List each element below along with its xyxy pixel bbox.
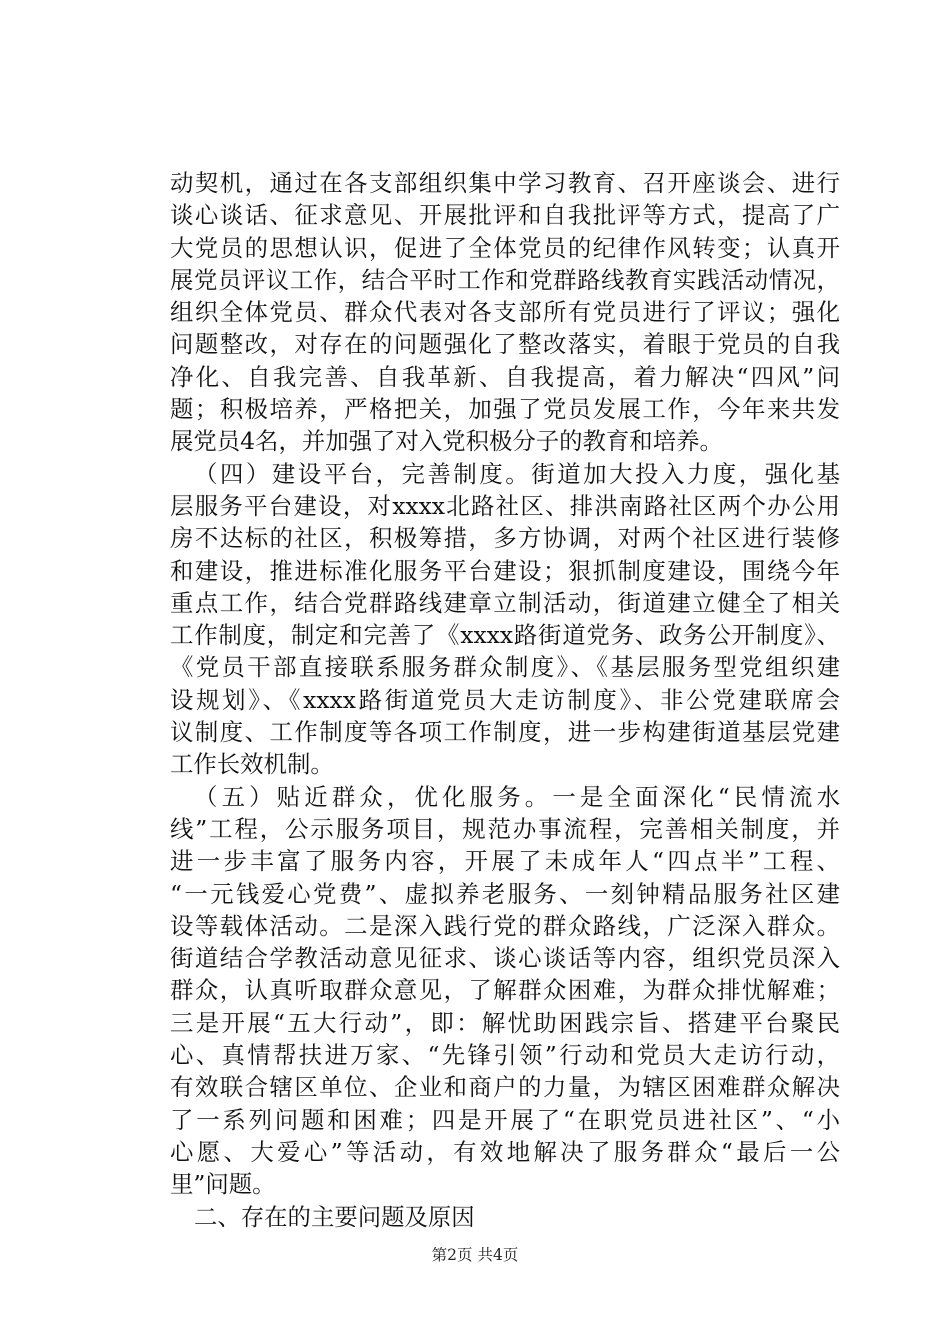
- text-line: 设等载体活动。二是深入践行党的群众路线，广泛深入群众。: [170, 911, 840, 940]
- text-line: 大党员的思想认识，促进了全体党员的纪律作风转变；认真开: [170, 233, 840, 262]
- document-body: [170, 167, 840, 1233]
- text-line: “一元钱爱心党费”、虚拟养老服务、一刻钟精品服务社区建: [170, 879, 840, 908]
- text-line: 谈心谈话、征求意见、开展批评和自我批评等方式，提高了广: [170, 201, 840, 230]
- text-line: 心愿、大爱心”等活动，有效地解决了服务群众“最后一公: [170, 1137, 840, 1166]
- text-line: 设规划》、《xxxx路街道党员大走访制度》、非公党建联席会: [170, 685, 840, 714]
- text-line: 二、存在的主要问题及原因: [194, 1202, 475, 1231]
- text-line: 《党员干部直接联系服务群众制度》、《基层服务型党组织建: [170, 653, 840, 682]
- text-line: 三是开展“五大行动”，即：解忧助困践宗旨、搭建平台聚民: [170, 1008, 840, 1037]
- text-line: 动契机，通过在各支部组织集中学习教育、召开座谈会、进行: [170, 169, 840, 197]
- text-line: 问题整改，对存在的问题强化了整改落实，着眼于党员的自我: [170, 330, 840, 359]
- text-line: （五）贴近群众，优化服务。一是全面深化“民情流水: [194, 782, 840, 811]
- text-line: 层服务平台建设，对xxxx北路社区、排洪南路社区两个办公用: [170, 491, 840, 520]
- text-line: 组织全体党员、群众代表对各支部所有党员进行了评议；强化: [170, 298, 840, 327]
- text-line: 进一步丰富了服务内容，开展了未成年人“四点半”工程、: [170, 847, 840, 876]
- text-line: 议制度、工作制度等各项工作制度，进一步构建街道基层党建: [170, 718, 840, 747]
- text-line: 了一系列问题和困难；四是开展了“在职党员进社区”、“小: [170, 1105, 840, 1134]
- text-line: 街道结合学教活动意见征求、谈心谈话等内容，组织党员深入: [170, 944, 840, 973]
- text-line: 有效联合辖区单位、企业和商户的力量，为辖区困难群众解决: [170, 1073, 840, 1102]
- text-line: 题；积极培养，严格把关，加强了党员发展工作，今年来共发: [170, 395, 840, 424]
- text-line: 重点工作，结合党群路线建章立制活动，街道建立健全了相关: [170, 588, 840, 617]
- text-line: 里”问题。: [170, 1170, 276, 1199]
- text-line: 和建设，推进标准化服务平台建设；狠抓制度建设，围绕今年: [170, 556, 840, 585]
- text-line: 展党员4名，并加强了对入党积极分子的教育和培养。: [170, 427, 723, 456]
- text-line: 工作制度，制定和完善了《xxxx路街道党务、政务公开制度》、: [170, 621, 840, 650]
- text-line: 房不达标的社区，积极筹措，多方协调，对两个社区进行装修: [170, 524, 840, 553]
- page-number-footer: 第2页 共4页: [431, 1246, 519, 1264]
- text-line: 工作长效机制。: [170, 750, 334, 779]
- text-line: 展党员评议工作，结合平时工作和党群路线教育实践活动情况，: [170, 265, 840, 294]
- text-line: 净化、自我完善、自我革新、自我提高，着力解决“四风”问: [170, 362, 840, 391]
- text-line: 群众，认真听取群众意见，了解群众困难，为群众排忧解难；: [170, 976, 840, 1005]
- text-line: （四）建设平台，完善制度。街道加大投入力度，强化基: [194, 459, 840, 488]
- text-line: 线”工程，公示服务项目，规范办事流程，完善相关制度，并: [170, 814, 840, 843]
- text-line: 心、真情帮扶进万家、“先锋引领”行动和党员大走访行动，: [170, 1041, 840, 1070]
